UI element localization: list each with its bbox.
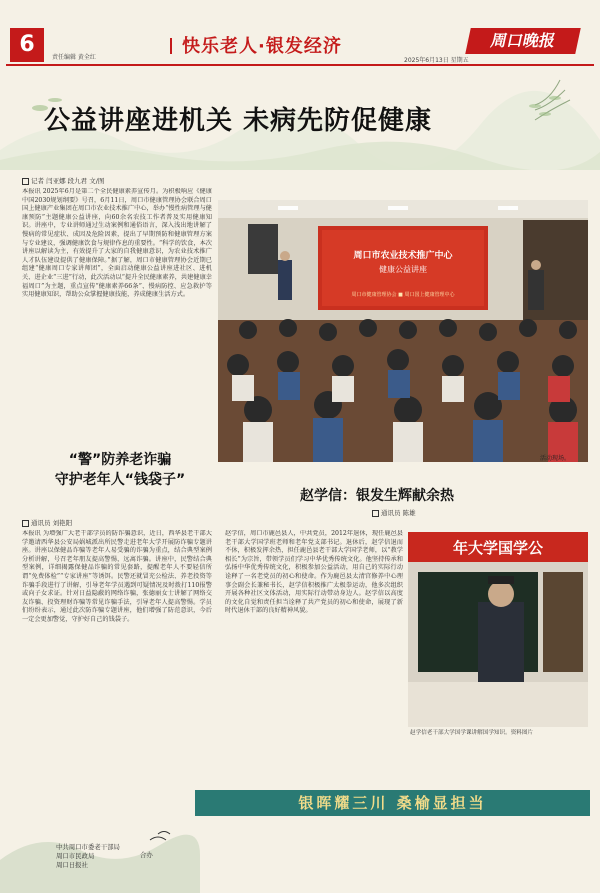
story2-headline-line1: “警”防养老诈骗 [68, 452, 172, 468]
page-number: 6 [10, 28, 44, 62]
lead-byline: 记者 闫亚娜 段九君 文/图 [22, 176, 104, 185]
story3-photo-caption: 赵学信老干部大学国学课讲解国学知识。资料图片 [410, 730, 534, 736]
projection-line3: 周口市健康管理协会 ■ 周口国上健康管理中心 [351, 292, 455, 298]
projection-line2: 健康公益讲座 [379, 265, 427, 274]
story3-byline: 通讯员 陈雄 [372, 508, 416, 517]
header-divider [170, 38, 172, 54]
organizer-1: 中共周口市委老干部局 [56, 843, 120, 851]
story2-headline-line2: 守护老年人“钱袋子” [54, 472, 186, 488]
story2-body: 本报讯 为增强广大老干部学员的防诈骗意识，近日，西华县老干部大学邀请西华县公安局娲城派出所民警走进老年大学开展防诈骗专题讲座。讲座以保健品诈骗等老年人易受骗的诈骗为重点，结合典型案例分析讲解，号召老年朋友提高警惕，远离诈骗。讲座中，民警结合典型案例，详细揭露保健品诈骗的常见套路，提醒老年人不要轻信所谓“免费体检”“专家讲座”等诱饵。民警还就冒充公检法、养老投资等诈骗手段进行了讲解，引导老年学员遇到可疑情况及时拨打110报警或向子女求证。针对日益隐蔽的网络诈骗，张德丽女士讲解了网络交友诈骗、投资理财诈骗等常见诈骗手法，引导老年人提高警惕。学员们纷纷表示，通过此次防诈骗专题讲座，他们增强了防范意识，今后一定会更加警觉，守护好自己的钱袋子。 [22, 530, 212, 623]
story3-body-col1: 赵学信，周口市鹿邑县人，中共党员，2012年退休，现任鹿邑县老干部大学国学班老师和老年党支部书记。退休后，赵学信退而不休，积极发挥余热，担任鹿邑县老干部大学国学老师，以“教学相长”为宗旨，带领学员们学习中华优秀传统文化。他坚持传承和弘扬中华优秀传统文化，积极参加公益活动，用自己的实际行动诠释了一名老党员的初心和使命。作为鹿邑县太清宫修养中心理事会副会长兼秘书长，赵学信积极推广太极拳运动，他多次组织开展各种社区文体活动，用实际行动带动身边人。赵学信以高度的文化自觉和责任担当诠释了共产党员的初心和使命，展现了新时代退休干部的良好精神风貌。 [225, 530, 403, 615]
newspaper-brand: 周口晚报 [465, 28, 581, 54]
projection-line1: 周口市农业技术推广中心 [353, 251, 453, 261]
organizer-3: 周口日报社 [56, 861, 88, 869]
issue-date: 2025年6月13日 星期五 [404, 57, 469, 64]
lead-headline: 公益讲座进机关 未病先防促健康 [44, 106, 433, 136]
classroom-board-text: 年大学国学公 [452, 539, 544, 557]
lead-body: 本报讯 2025年6月是第二个全民健康素养宣传月。为积极响应《健康中国2030规划纲要》号召，6月11日，周口市健康管理协会联合周口国上健康产业集团在周口市农业技术推广中心，举办“慢性病管理与健康预防”主题健康公益讲座，向60余名农技工作者普及实用健康知识。讲座中，专业讲师通过生动案例和通俗语言，深入浅出地讲解了慢病的常见症状、成因及危险因素，提出了早期预防和健康管理方案与专业建议，强调健康饮食与规律作息的重要性。“科学的饮食，本次讲座以解读为主，有效提升了大家的自我健康意识，为农业技术推广人才队伍建设提供了健康保障。”据了解，周口市健康管理协会近期已组建“健康周口专家讲师团”，全面启动健康公益讲座进社区、进机关、进企业“三进”行动，此次活动以“提升全民健康素养，共建健康幸福周口”为主题，重点宣传“健康素养66条”、慢病防控、应急救护等实用健康知识，帮助公众掌握健康技能，养成健康生活方式。 [22, 188, 212, 299]
editor-credit: 责任编辑 黄全红 [52, 54, 96, 61]
organizers-joint-label: 合办 [140, 851, 153, 859]
bottom-banner-text: 银晖耀三川 桑榆显担当 [298, 794, 487, 812]
header-rule [6, 64, 594, 66]
story2-byline: 通讯员 刘艳阳 [22, 518, 72, 527]
lecture-photo [218, 200, 588, 462]
teacher-photo [408, 532, 588, 727]
lead-photo-caption: 活动现场。 [540, 455, 571, 462]
organizer-2: 周口市民政局 [56, 852, 95, 860]
story2-headline [20, 450, 220, 490]
section-title: 快乐老人·银发经济 [182, 36, 342, 57]
story3-headline: 赵学信：银发生辉献余热 [300, 488, 454, 504]
